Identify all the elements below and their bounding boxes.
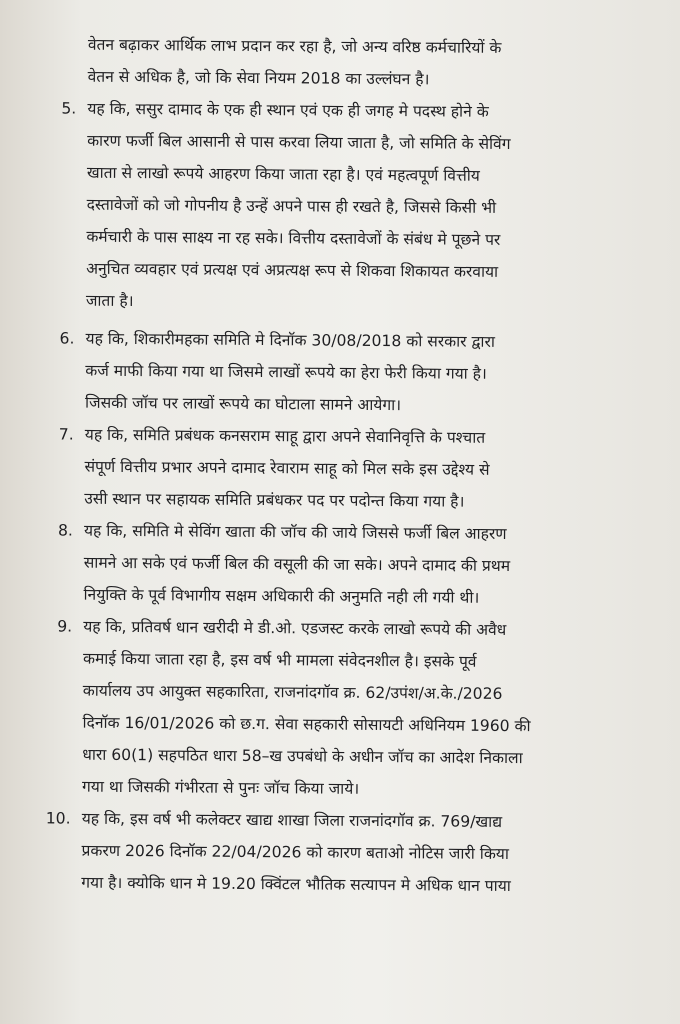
point-5-line: जाता है। xyxy=(85,291,134,311)
point-9-line: कमाई किया जाता रहा है, इस वर्ष भी मामला संवेदनशील है। इसके पूर्व xyxy=(82,649,477,671)
letter-body xyxy=(0,28,680,903)
point-10-line: प्रकरण 2026 दिनॉक 22/04/2026 को कारण बताओ नोटिस जारी किया xyxy=(81,841,509,864)
point-number: 9. xyxy=(57,617,73,636)
intro-line: वेतन बढ़ाकर आर्थिक लाभ प्रदान कर रहा है, जो अन्य वरिष्ठ कर्मचारियों के xyxy=(87,35,502,57)
point-5-line: अनुचित व्यवहार एवं प्रत्यक्ष एवं अप्रत्यक्ष रूप से शिकवा शिकायत करवाया xyxy=(86,259,499,281)
point-9-line: धारा 60(1) सहपठित धारा 58–ख उपबंधो के अधीन जॉच का आदेश निकाला xyxy=(82,745,523,768)
point-10-line: गया है। क्योकि धान मे 19.20 क्विंटल भौतिक सत्यापन मे अधिक धान पाया xyxy=(81,873,511,896)
point-9-line: गया था जिसकी गंभीरता से पुनः जॉच किया जाये। xyxy=(81,777,360,798)
point-7-line: 7. यह कि, समिति प्रबंधक कनसराम साहू द्वारा अपने सेवानिवृत्ति के पश्चात xyxy=(0,418,677,455)
intro-line: वेतन से अधिक है, जो कि सेवा नियम 2018 का उल्लंघन है। xyxy=(87,67,430,89)
point-6-line: जिसकी जॉच पर लाखों रूपये का घोटाला सामने आयेगा। xyxy=(84,393,402,415)
point-9-line: 9. यह कि, प्रतिवर्ष धान खरीदी मे डी.ओ. एडजस्ट करके लाखो रूपये की अवैध xyxy=(0,610,675,647)
point-5-line: कर्मचारी के पास साक्ष्य ना रह सके। वित्तीय दस्तावेजों के संबंध मे पूछने पर xyxy=(86,227,501,249)
point-7-line: उसी स्थान पर सहायक समिति प्रबंधकर पद पर पदोन्त किया गया है। xyxy=(84,489,465,511)
point-9-line: कार्यालय उप आयुक्त सहकारिता, राजनांदगॉव क्र. 62/उपंश/अ.के./2026 xyxy=(82,681,503,703)
point-8-line: नियुक्ति के पूर्व विभागीय सक्षम अधिकारी की अनुमति नही ली गयी थी। xyxy=(83,585,480,607)
point-5-line: 5. यह कि, ससुर दामाद के एक ही स्थान एवं एक ही जगह मे पदस्थ होने के xyxy=(0,92,679,129)
point-5-line: खाता से लाखो रूपये आहरण किया जाता रहा है। एवं महत्वपूर्ण वित्तीय xyxy=(86,163,480,185)
point-6-line: 6. यह कि, शिकारीमहका समिति मे दिनॉक 30/08/2018 को सरकार द्वारा xyxy=(0,322,678,359)
point-number: 7. xyxy=(58,425,74,444)
point-10-line: 10. यह कि, इस वर्ष भी कलेक्टर खाद्य शाखा जिला राजनांदगॉव क्र. 769/खाद्य xyxy=(0,802,674,839)
point-6-line: कर्ज माफी किया गया था जिसमे लाखों रूपये का हेरा फेरी किया गया है। xyxy=(85,361,487,383)
point-9-line: दिनॉक 16/01/2026 को छ.ग. सेवा सहकारी सोसायटी अधिनियम 1960 की xyxy=(82,713,531,736)
point-5-line: कारण फर्जी बिल आसानी से पास करवा लिया जाता है, जो समिति के सेविंग xyxy=(87,131,511,154)
point-8-line: सामने आ सके एवं फर्जी बिल की वसूली की जा सके। अपने दामाद की प्रथम xyxy=(83,553,511,576)
point-number: 8. xyxy=(57,521,74,540)
point-number: 5. xyxy=(61,99,77,118)
point-number: 10. xyxy=(45,809,71,828)
point-5-line: दस्तावेजों को जो गोपनीय है उन्हें अपने पास ही रखते है, जिससे किसी भी xyxy=(86,195,497,217)
point-7-line: संपूर्ण वित्तीय प्रभार अपने दामाद रेवाराम साहू को मिल सके इस उद्देश्य से xyxy=(84,457,490,479)
point-8-line: 8. यह कि, समिति मे सेविंग खाता की जॉच की जाये जिससे फर्जी बिल आहरण xyxy=(0,514,676,551)
point-number: 6. xyxy=(59,329,75,348)
